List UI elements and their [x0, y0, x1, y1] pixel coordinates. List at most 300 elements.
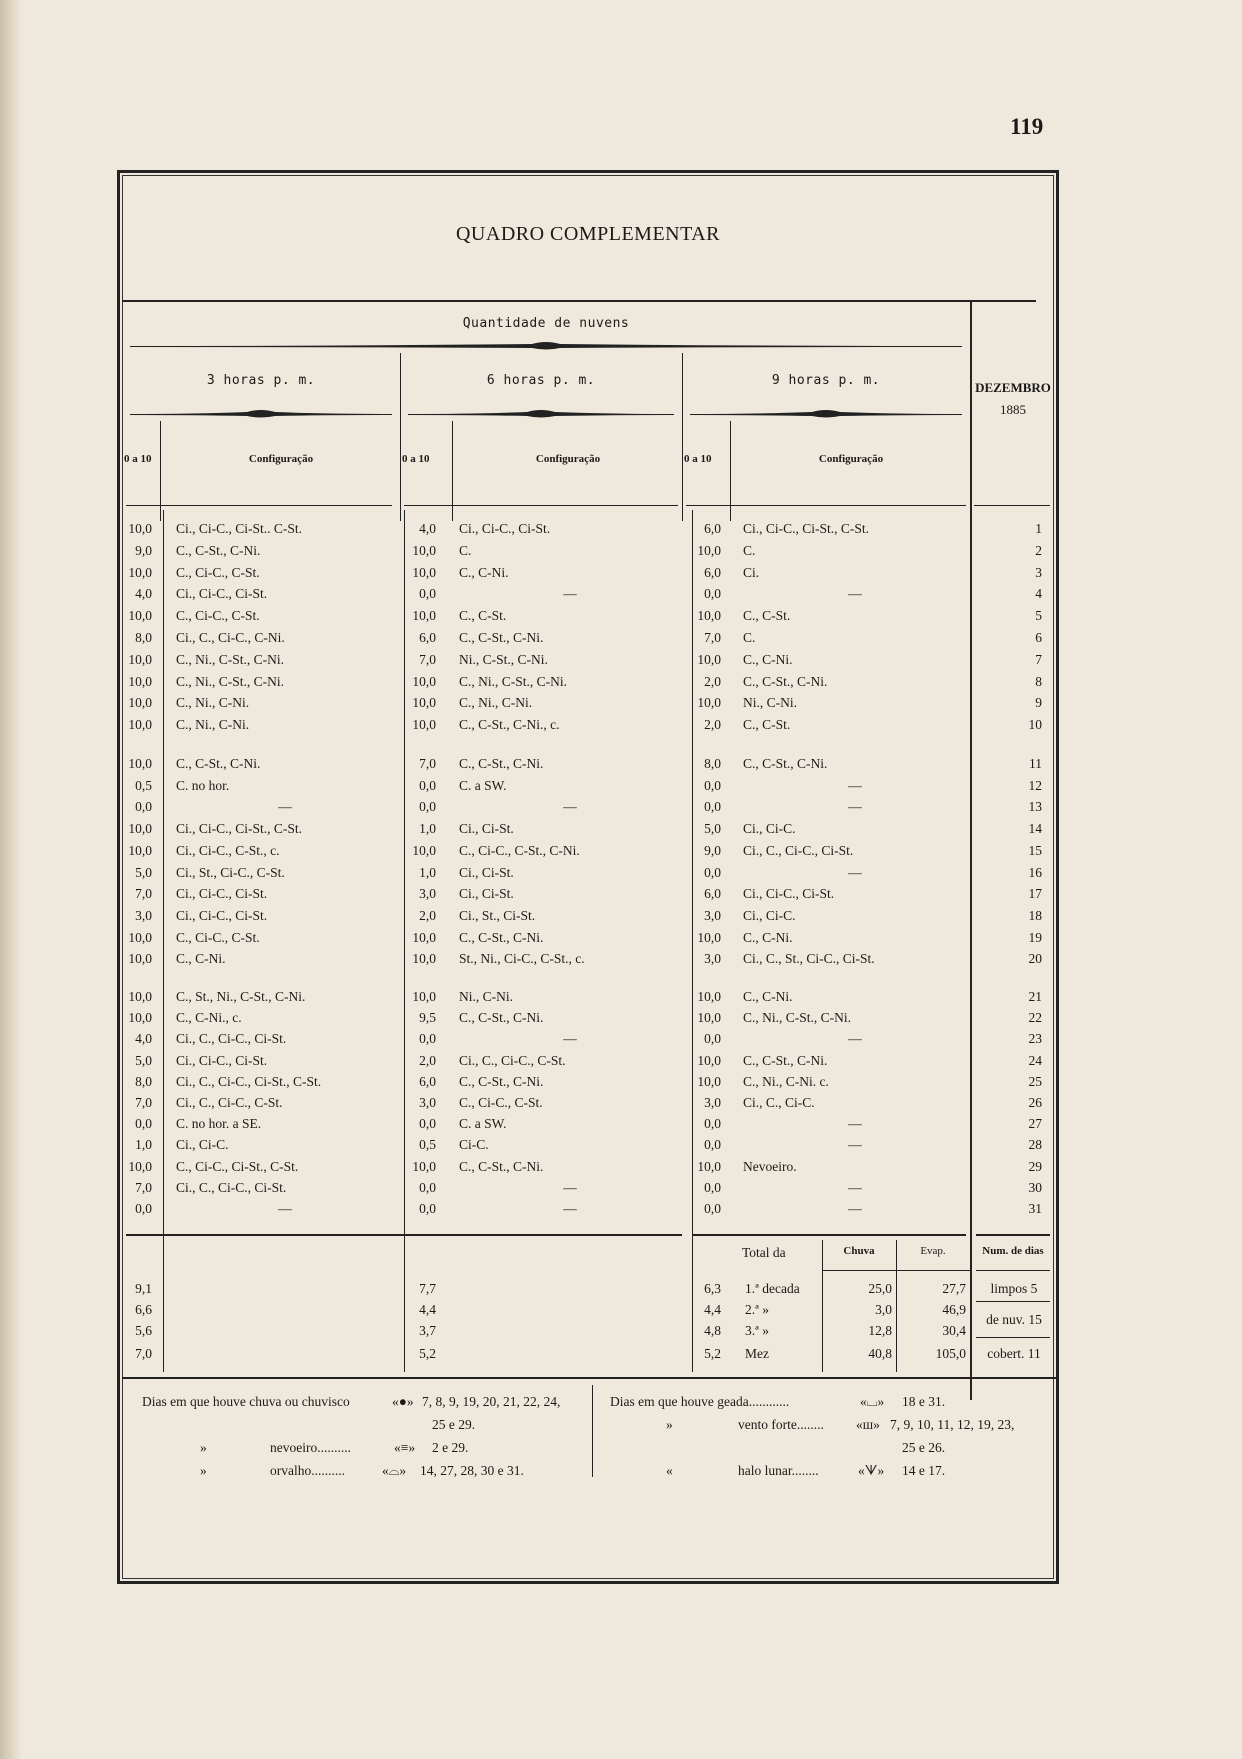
day-number: 24 — [1028, 1052, 1042, 1068]
cloud-6pm-dash: — — [563, 1201, 577, 1216]
cloud-6pm-value: 0,0 — [419, 1031, 436, 1047]
cloud-6pm-value: 4,0 — [419, 521, 436, 536]
cloud-6pm-value: 1,0 — [419, 864, 436, 880]
day-number: 8 — [1035, 673, 1042, 689]
note-dew-days: 14, 27, 28, 30 e 31. — [420, 1463, 524, 1478]
cloud-9pm-config: C., Ni., C-St., C-Ni. — [743, 1010, 852, 1026]
cloud-3pm-config: C. no hor. a SE. — [176, 1116, 262, 1132]
cloud-3pm-config: Ci., C., Ci-C., C-St. — [176, 1095, 283, 1110]
cloud-6pm-config: C., C-St., C-Ni. — [459, 1010, 544, 1026]
totals-evap: 27,7 — [942, 1281, 966, 1296]
totals-evap: 46,9 — [942, 1302, 966, 1317]
avg-6pm: 4,4 — [419, 1302, 436, 1317]
cloud-3pm-config: C., Ci-C., Ci-St., C-St. — [176, 1158, 299, 1174]
cloud-3pm-value: 10,0 — [128, 695, 152, 711]
cloud-9pm-value: 10,0 — [697, 1052, 721, 1068]
note-wind-prefix: » — [666, 1417, 673, 1432]
days-1: de nuv. 15 — [986, 1312, 1042, 1327]
cloud-6pm-value: 0,0 — [419, 1201, 436, 1216]
cloud-3pm-value: 0,5 — [135, 777, 152, 793]
cloud-6pm-config: Ci-C. — [459, 1137, 489, 1153]
totals-chuva: 40,8 — [868, 1346, 892, 1361]
cloud-9pm-config: C., Ni., C-Ni. c. — [743, 1073, 829, 1089]
totals-period: 3.ª » — [745, 1323, 769, 1338]
cloud-3pm-config: C., Ni., C-St., C-Ni. — [176, 651, 285, 667]
day-number: 7 — [1035, 651, 1042, 667]
cloud-6pm-dash: — — [563, 1031, 577, 1047]
days-0: limpos 5 — [990, 1281, 1038, 1296]
period-header-1: 3 horas p. m. — [206, 373, 316, 388]
cloud-3pm-value: 8,0 — [135, 1073, 152, 1089]
note-wind-label: vento forte........ — [738, 1417, 824, 1432]
cloud-6pm-config: C., Ni., C-St., C-Ni. — [459, 673, 568, 689]
group-header-label: Quantidade de nuvens — [462, 316, 630, 331]
scale-label-1: 0 a 10 — [124, 453, 152, 465]
cloud-9pm-value: 0,0 — [704, 1116, 721, 1132]
cloud-3pm-config: C., C-St., C-Ni. — [176, 542, 261, 558]
subhdr-rule-4 — [974, 505, 1050, 506]
frost-symbol-icon: «⌴» — [860, 1394, 885, 1409]
cloud-3pm-config: Ci., Ci-C., Ci-St.. C-St. — [176, 521, 303, 536]
cloud-6pm-value: 10,0 — [412, 1158, 436, 1174]
day-number: 23 — [1028, 1031, 1042, 1047]
cloud-9pm-dash: — — [848, 1137, 862, 1153]
cloud-3pm-config: C., Ci-C., C-St. — [176, 929, 260, 945]
cloud-6pm-value: 3,0 — [419, 1095, 436, 1110]
cloud-9pm-config: C., C-Ni. — [743, 651, 793, 667]
cloud-3pm-value: 9,0 — [135, 542, 152, 558]
cloud-9pm-value: 10,0 — [697, 1010, 721, 1026]
day-number: 28 — [1028, 1137, 1042, 1153]
avg-3pm: 6,6 — [135, 1302, 152, 1317]
cloud-6pm-config: St., Ni., Ci-C., C-St., c. — [459, 951, 585, 967]
cloud-6pm-value: 10,0 — [412, 542, 436, 558]
day-number: 15 — [1028, 842, 1042, 858]
cloud-3pm-value: 10,0 — [128, 989, 152, 1004]
cloud-3pm-value: 0,0 — [135, 1201, 152, 1216]
summary-vrule-1 — [163, 1234, 164, 1372]
cloud-6pm-dash: — — [563, 586, 577, 602]
cloud-3pm-value: 10,0 — [128, 564, 152, 580]
cloud-3pm-value: 4,0 — [135, 1031, 152, 1047]
cloud-9pm-config: C. — [743, 630, 756, 645]
cloud-9pm-dash: — — [848, 864, 862, 880]
cloud-9pm-config: Ci., C., St., Ci-C., Ci-St. — [743, 951, 875, 967]
cloud-6pm-config: C. a SW. — [459, 777, 507, 793]
cloud-9pm-config: Ni., C-Ni. — [743, 695, 797, 711]
cloud-6pm-value: 3,0 — [419, 886, 436, 902]
month-header: DEZEMBRO — [975, 380, 1051, 395]
totals-period: 1.ª decada — [745, 1281, 800, 1296]
group-ornament — [130, 341, 962, 351]
cloud-6pm-config: Ci., Ci-St. — [459, 821, 514, 837]
day-number: 27 — [1028, 1116, 1042, 1132]
day-number: 21 — [1028, 989, 1042, 1004]
cloud-3pm-value: 10,0 — [128, 842, 152, 858]
cloud-3pm-config: C., Ni., C-Ni. — [176, 695, 250, 711]
rain-symbol-icon: «●» — [392, 1394, 414, 1409]
cloud-3pm-config: C., C-St., C-Ni. — [176, 756, 261, 771]
cloud-9pm-value: 9,0 — [704, 842, 721, 858]
cloud-6pm-config: C., C-St., C-Ni. — [459, 1073, 544, 1089]
cloud-9pm-config: C., C-St., C-Ni. — [743, 756, 828, 771]
avg-9pm: 4,8 — [704, 1323, 721, 1338]
cloud-9pm-value: 0,0 — [704, 777, 721, 793]
wind-symbol-icon: «ш» — [856, 1417, 880, 1432]
cloud-9pm-value: 3,0 — [704, 907, 721, 923]
summary-rule-1 — [126, 1234, 404, 1236]
summary-rule-4 — [976, 1234, 1050, 1236]
cloud-6pm-config: C. — [459, 542, 472, 558]
days-hdr-rule — [976, 1270, 1050, 1271]
cloud-3pm-config: C., C-Ni. — [176, 951, 226, 967]
avg-3pm: 9,1 — [135, 1281, 152, 1296]
cloud-3pm-value: 10,0 — [128, 1158, 152, 1174]
cloud-6pm-config: Ci., Ci-St. — [459, 864, 514, 880]
config-label-2: Configuração — [535, 453, 601, 465]
cloud-9pm-value: 6,0 — [704, 564, 721, 580]
halo-symbol-icon: «ᗐ» — [858, 1463, 885, 1478]
cloud-9pm-config: C. — [743, 542, 756, 558]
note-halo-label: halo lunar........ — [738, 1463, 819, 1478]
cloud-9pm-value: 0,0 — [704, 1179, 721, 1195]
totals-chuva: 25,0 — [868, 1281, 892, 1296]
cloud-3pm-value: 7,0 — [135, 1179, 152, 1195]
cloud-3pm-value: 10,0 — [128, 929, 152, 945]
cloud-9pm-config: Ci., Ci-C., Ci-St., C-St. — [743, 521, 870, 536]
cloud-9pm-value: 10,0 — [697, 929, 721, 945]
cloud-6pm-config: C., Ci-C., C-St. — [459, 1095, 543, 1110]
sub-sep-3 — [730, 421, 731, 521]
day-number: 9 — [1035, 695, 1042, 711]
cloud-9pm-value: 2,0 — [704, 673, 721, 689]
totals-evap: 105,0 — [935, 1346, 966, 1361]
cloud-3pm-value: 10,0 — [128, 756, 152, 771]
day-number: 10 — [1028, 717, 1042, 733]
cloud-3pm-value: 0,0 — [135, 799, 152, 815]
cloud-6pm-config: Ci., Ci-C., Ci-St. — [459, 521, 551, 536]
note-fog-label: nevoeiro.......... — [270, 1440, 351, 1455]
period-header-2: 6 horas p. m. — [486, 373, 596, 388]
cloud-9pm-value: 10,0 — [697, 542, 721, 558]
cloud-3pm-config: Ci., Ci-C., Ci-St., C-St. — [176, 821, 303, 837]
note-dew-label: orvalho.......... — [270, 1463, 345, 1478]
cloud-6pm-config: C., Ci-C., C-St., C-Ni. — [459, 842, 580, 858]
cloud-9pm-value: 6,0 — [704, 521, 721, 536]
cloud-3pm-config: C., Ni., C-Ni. — [176, 717, 250, 733]
cloud-6pm-dash: — — [563, 1179, 577, 1195]
day-number: 2 — [1035, 542, 1042, 558]
cloud-9pm-config: C., C-Ni. — [743, 989, 793, 1004]
cloud-6pm-value: 10,0 — [412, 564, 436, 580]
sub-sep-1 — [160, 421, 161, 521]
day-number: 13 — [1028, 799, 1042, 815]
cloud-9pm-value: 6,0 — [704, 886, 721, 902]
summary-vrule-4 — [970, 1234, 971, 1372]
day-number: 31 — [1028, 1201, 1042, 1216]
cloud-9pm-dash: — — [848, 1031, 862, 1047]
day-number: 5 — [1035, 608, 1042, 624]
note-rain-days-cont: 25 e 29. — [432, 1417, 476, 1432]
cloud-9pm-value: 0,0 — [704, 1031, 721, 1047]
cloud-9pm-config: Nevoeiro. — [743, 1158, 797, 1174]
cloud-6pm-config: C., C-Ni. — [459, 564, 509, 580]
cloud-3pm-value: 5,0 — [135, 864, 152, 880]
cloud-3pm-config: Ci., Ci-C., Ci-St. — [176, 886, 268, 902]
cloud-6pm-value: 0,0 — [419, 1116, 436, 1132]
cloud-9pm-value: 0,0 — [704, 799, 721, 815]
notes-divider — [592, 1385, 593, 1477]
cloud-3pm-config: C., Ni., C-St., C-Ni. — [176, 673, 285, 689]
cloud-9pm-value: 10,0 — [697, 989, 721, 1004]
cloud-3pm-config: Ci., C., Ci-C., C-Ni. — [176, 630, 285, 645]
cloud-6pm-config: Ci., Ci-St. — [459, 886, 514, 902]
cloud-3pm-value: 5,0 — [135, 1052, 152, 1068]
cloud-6pm-config: C., Ni., C-Ni. — [459, 695, 533, 711]
cloud-6pm-value: 6,0 — [419, 1073, 436, 1089]
note-wind-days-cont: 25 e 26. — [902, 1440, 946, 1455]
config-label-3: Configuração — [818, 453, 884, 465]
day-number: 18 — [1028, 907, 1042, 923]
cloud-6pm-value: 0,5 — [419, 1137, 436, 1153]
note-dew-prefix: » — [200, 1463, 207, 1478]
summary-hdr-rule — [822, 1270, 970, 1271]
cloud-9pm-value: 10,0 — [697, 1073, 721, 1089]
cloud-9pm-config: C., C-St. — [743, 717, 791, 733]
sub-sep-2 — [452, 421, 453, 521]
cloud-9pm-config: Ci., Ci-C., Ci-St. — [743, 886, 835, 902]
cloud-3pm-value: 10,0 — [128, 1010, 152, 1026]
cloud-6pm-value: 2,0 — [419, 1052, 436, 1068]
cloud-6pm-value: 0,0 — [419, 777, 436, 793]
totals-period: 2.ª » — [745, 1302, 769, 1317]
cloud-3pm-value: 10,0 — [128, 717, 152, 733]
note-fog-days: 2 e 29. — [432, 1440, 469, 1455]
data-vrule-1 — [163, 510, 164, 1234]
summary-rule-3 — [692, 1234, 966, 1236]
cloud-9pm-config: C., C-St. — [743, 608, 791, 624]
chuva-header: Chuva — [843, 1245, 875, 1257]
cloud-9pm-value: 10,0 — [697, 1158, 721, 1174]
day-number: 26 — [1028, 1095, 1042, 1110]
day-number: 4 — [1035, 586, 1042, 602]
day-number: 25 — [1028, 1073, 1042, 1089]
period-ornament-3 — [690, 409, 962, 419]
cloud-6pm-value: 2,0 — [419, 907, 436, 923]
page-title: QUADRO COMPLEMENTAR — [455, 223, 721, 245]
cloud-6pm-value: 10,0 — [412, 989, 436, 1004]
cloud-9pm-dash: — — [848, 1116, 862, 1132]
avg-6pm: 5,2 — [419, 1346, 436, 1361]
cloud-6pm-value: 10,0 — [412, 842, 436, 858]
cloud-6pm-config: C., C-St., C-Ni. — [459, 929, 544, 945]
cloud-3pm-config: C., C-Ni., c. — [176, 1010, 242, 1026]
config-label-1: Configuração — [248, 453, 314, 465]
cloud-3pm-config: Ci., C., Ci-C., Ci-St. — [176, 1179, 287, 1195]
year-header: 1885 — [1000, 402, 1026, 417]
cloud-3pm-config: C., Ci-C., C-St. — [176, 564, 260, 580]
cloud-6pm-value: 10,0 — [412, 717, 436, 733]
cloud-6pm-value: 0,0 — [419, 1179, 436, 1195]
cloud-9pm-dash: — — [848, 1201, 862, 1216]
cloud-6pm-dash: — — [563, 799, 577, 815]
day-number: 12 — [1028, 777, 1042, 793]
period-header-3: 9 horas p. m. — [771, 373, 881, 388]
title-underline — [122, 300, 1036, 302]
cloud-6pm-config: Ci., St., Ci-St. — [459, 907, 536, 923]
cloud-6pm-config: C., C-St. — [459, 608, 507, 624]
note-halo-prefix: « — [666, 1463, 673, 1478]
totals-evap: 30,4 — [942, 1323, 966, 1338]
cloud-6pm-config: Ni., C-St., C-Ni. — [459, 651, 548, 667]
note-rain-days: 7, 8, 9, 19, 20, 21, 22, 24, — [422, 1394, 561, 1409]
cloud-6pm-value: 10,0 — [412, 929, 436, 945]
page-number: 119 — [1010, 114, 1044, 139]
cloud-9pm-dash: — — [848, 777, 862, 793]
cloud-6pm-value: 10,0 — [412, 951, 436, 967]
day-number: 11 — [1029, 756, 1042, 771]
note-frost-prefix: Dias em que houve geada............ — [610, 1394, 790, 1409]
cloud-9pm-value: 8,0 — [704, 756, 721, 771]
cloud-3pm-config: C., Ci-C., C-St. — [176, 608, 260, 624]
day-number: 6 — [1035, 630, 1042, 645]
cloud-9pm-config: Ci., C., Ci-C., Ci-St. — [743, 842, 854, 858]
cloud-9pm-value: 10,0 — [697, 651, 721, 667]
cloud-9pm-config: C., C-Ni. — [743, 929, 793, 945]
cloud-6pm-value: 9,5 — [419, 1010, 436, 1026]
cloud-3pm-value: 10,0 — [128, 951, 152, 967]
cloud-3pm-value: 3,0 — [135, 907, 152, 923]
days-rule-1 — [976, 1301, 1050, 1302]
note-frost-days: 18 e 31. — [902, 1394, 946, 1409]
cloud-3pm-value: 0,0 — [135, 1116, 152, 1132]
cloud-9pm-config: C., C-St., C-Ni. — [743, 673, 828, 689]
avg-9pm: 5,2 — [704, 1346, 721, 1361]
day-number: 29 — [1028, 1158, 1042, 1174]
cloud-3pm-value: 8,0 — [135, 630, 152, 645]
day-number: 19 — [1028, 929, 1042, 945]
cloud-6pm-value: 10,0 — [412, 608, 436, 624]
cloud-6pm-value: 6,0 — [419, 630, 436, 645]
cloud-9pm-config: Ci., Ci-C. — [743, 821, 796, 837]
cloud-6pm-value: 10,0 — [412, 673, 436, 689]
cloud-3pm-config: Ci., C., Ci-C., Ci-St. — [176, 1031, 287, 1047]
cloud-6pm-config: C., C-St., C-Ni. — [459, 630, 544, 645]
cloud-9pm-value: 0,0 — [704, 1137, 721, 1153]
cloud-3pm-config: Ci., Ci-C., Ci-St. — [176, 907, 268, 923]
cloud-3pm-dash: — — [278, 1201, 292, 1216]
cloud-3pm-config: Ci., Ci-C., C-St., c. — [176, 842, 280, 858]
cloud-9pm-dash: — — [848, 586, 862, 602]
cloud-9pm-config: C., C-St., C-Ni. — [743, 1052, 828, 1068]
day-number: 16 — [1028, 864, 1042, 880]
day-number: 20 — [1028, 951, 1042, 967]
book-spine — [0, 0, 22, 1759]
note-wind-days: 7, 9, 10, 11, 12, 19, 23, — [890, 1417, 1015, 1432]
cloud-3pm-config: C., St., Ni., C-St., C-Ni. — [176, 989, 306, 1004]
day-number: 17 — [1028, 886, 1042, 902]
cloud-6pm-config: C., C-St., C-Ni., c. — [459, 717, 560, 733]
note-rain-prefix: Dias em que houve chuva ou chuvisco — [142, 1394, 350, 1409]
notes-top-rule — [122, 1377, 1056, 1379]
avg-3pm: 5,6 — [135, 1323, 152, 1338]
avg-3pm: 7,0 — [135, 1346, 152, 1361]
totals-label: Total da — [742, 1245, 786, 1260]
cloud-6pm-config: Ni., C-Ni. — [459, 989, 513, 1004]
period-ornament-2 — [408, 409, 674, 419]
cloud-9pm-dash: — — [848, 1179, 862, 1195]
cloud-3pm-value: 10,0 — [128, 821, 152, 837]
cloud-3pm-config: Ci., St., Ci-C., C-St. — [176, 864, 285, 880]
scale-label-2: 0 a 10 — [402, 453, 430, 465]
cloud-3pm-config: Ci., Ci-C. — [176, 1137, 229, 1153]
day-number: 14 — [1028, 821, 1042, 837]
cloud-3pm-config: Ci., C., Ci-C., Ci-St., C-St. — [176, 1073, 322, 1089]
scale-label-3: 0 a 10 — [684, 453, 712, 465]
cloud-6pm-value: 7,0 — [419, 756, 436, 771]
cloud-3pm-config: Ci., Ci-C., Ci-St. — [176, 586, 268, 602]
cloud-6pm-config: Ci., C., Ci-C., C-St. — [459, 1052, 566, 1068]
days-rule-2 — [976, 1337, 1050, 1338]
cloud-9pm-config: Ci., Ci-C. — [743, 907, 796, 923]
cloud-9pm-value: 3,0 — [704, 951, 721, 967]
evap-header: Evap. — [920, 1245, 946, 1257]
cloud-6pm-value: 7,0 — [419, 651, 436, 667]
cloud-6pm-value: 0,0 — [419, 586, 436, 602]
day-number: 22 — [1028, 1010, 1042, 1026]
note-halo-days: 14 e 17. — [902, 1463, 946, 1478]
avg-6pm: 7,7 — [419, 1281, 436, 1296]
day-number: 3 — [1035, 564, 1042, 580]
fog-symbol-icon: «≡» — [394, 1440, 416, 1455]
cloud-9pm-value: 10,0 — [697, 695, 721, 711]
period-ornament-1 — [130, 409, 392, 419]
cloud-6pm-value: 10,0 — [412, 695, 436, 711]
day-number: 1 — [1035, 521, 1042, 536]
totals-chuva: 12,8 — [868, 1323, 892, 1338]
avg-6pm: 3,7 — [419, 1323, 436, 1338]
cloud-9pm-value: 2,0 — [704, 717, 721, 733]
dew-symbol-icon: «⌓» — [382, 1463, 407, 1478]
subhdr-rule-2 — [404, 505, 678, 506]
cloud-9pm-value: 10,0 — [697, 608, 721, 624]
cloud-3pm-config: Ci., Ci-C., Ci-St. — [176, 1052, 268, 1068]
cloud-3pm-value: 1,0 — [135, 1137, 152, 1153]
cloud-3pm-config: C. no hor. — [176, 777, 230, 793]
cloud-9pm-value: 0,0 — [704, 586, 721, 602]
day-number: 30 — [1028, 1179, 1042, 1195]
cloud-6pm-config: C. a SW. — [459, 1116, 507, 1132]
totals-period: Mez — [745, 1346, 769, 1361]
cloud-6pm-config: C., C-St., C-Ni. — [459, 756, 544, 771]
avg-9pm: 4,4 — [704, 1302, 721, 1317]
cloud-9pm-value: 7,0 — [704, 630, 721, 645]
subhdr-rule-1 — [126, 505, 392, 506]
cloud-3pm-value: 7,0 — [135, 1095, 152, 1110]
days-2: cobert. 11 — [987, 1346, 1041, 1361]
cloud-3pm-value: 10,0 — [128, 673, 152, 689]
cloud-9pm-config: Ci., C., Ci-C. — [743, 1095, 815, 1110]
summary-rule-2 — [404, 1234, 682, 1236]
days-header: Num. de dias — [982, 1245, 1044, 1257]
cloud-9pm-value: 5,0 — [704, 821, 721, 837]
cloud-3pm-value: 10,0 — [128, 651, 152, 667]
subhdr-rule-3 — [686, 505, 966, 506]
cloud-9pm-value: 3,0 — [704, 1095, 721, 1110]
cloud-6pm-config: C., C-St., C-Ni. — [459, 1158, 544, 1174]
avg-9pm: 6,3 — [704, 1281, 721, 1296]
totals-chuva: 3,0 — [875, 1302, 892, 1317]
